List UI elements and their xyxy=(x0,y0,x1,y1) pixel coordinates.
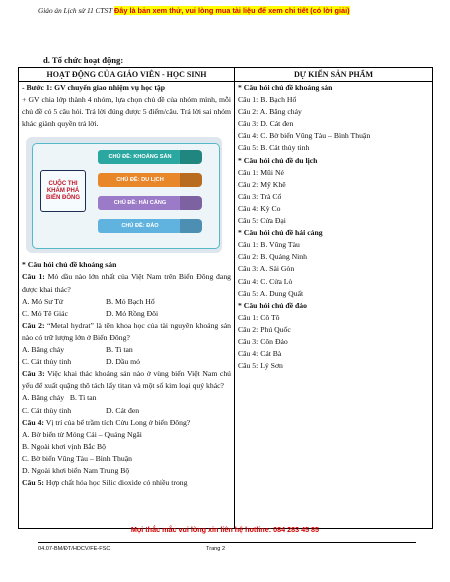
topic-tourism-tab xyxy=(180,173,202,187)
answer-topic-heading: * Câu hỏi chủ đề đảo xyxy=(238,300,307,310)
question-4: Câu 4: Vị trí của bể trầm tích Cửu Long ở biển Đông? xyxy=(22,417,191,427)
products-cell xyxy=(235,82,433,529)
activities-cell xyxy=(19,82,235,529)
question-5: Câu 5: Hợp chất hóa học Silic dioxide có nhiều trong xyxy=(22,478,188,488)
topic-islands-tab xyxy=(180,219,202,233)
question-4-option-d: D. Ngoài khơi biển Nam Trung Bộ xyxy=(22,465,130,475)
answer-item: Câu 2: Phú Quốc xyxy=(238,324,291,334)
question-3-options-ab: A. Băng cháy B. Ti tan xyxy=(22,393,97,403)
question-4-option-b: B. Ngoài khơi vịnh Bắc Bộ xyxy=(22,441,106,451)
answer-item: Câu 3: A. Sài Gòn xyxy=(238,264,295,274)
section-heading: d. Tổ chức hoạt động: xyxy=(43,55,124,65)
question-1-options-cd: C. Mỏ Tê Giác D. Mỏ Rồng Đôi xyxy=(22,308,159,318)
topic-seaports-label: CHỦ ĐỀ: HẢI CẢNG xyxy=(98,196,182,210)
answer-item: Câu 2: Mỹ Khê xyxy=(238,179,286,189)
answer-list xyxy=(238,82,429,372)
topic-heading-minerals: * Câu hỏi chủ đề khoáng sản xyxy=(22,260,117,270)
form-code: 04.07-BM/ĐT/HDCV/FE-FSC xyxy=(38,546,111,552)
question-1-options-ab: A. Mỏ Sư Tử B. Mỏ Bạch Hổ xyxy=(22,296,155,306)
answer-topic-heading: * Câu hỏi chủ đề hải cảng xyxy=(238,228,323,238)
answer-item: Câu 5: Cửa Đại xyxy=(238,216,286,226)
question-2: Câu 2: “Metal hydrat” là tên khoa học của tài nguyên khoáng sản nào có trữ lượng lớn ở Biển Đông? xyxy=(22,320,231,342)
topic-minerals-label: CHỦ ĐỀ: KHOÁNG SẢN xyxy=(98,150,182,164)
answer-item: Câu 1: B. Bạch Hổ xyxy=(238,95,297,105)
answer-item: Câu 1: B. Vũng Tàu xyxy=(238,240,300,250)
page-number: Trang 2 xyxy=(206,546,226,552)
answer-item: Câu 4: Cát Bà xyxy=(238,349,282,359)
answer-topic-heading: * Câu hỏi chủ đề khoáng sản xyxy=(238,83,333,92)
question-2-options-cd: C. Cát thủy tinh D. Dầu mỏ xyxy=(22,357,140,367)
page-header xyxy=(38,6,350,15)
topic-tourism-label: CHỦ ĐỀ: DU LỊCH xyxy=(98,173,182,187)
answer-item: Câu 5: B. Cát thủy tinh xyxy=(238,143,310,153)
question-2-options-ab: A. Băng cháy B. Ti tan xyxy=(22,345,133,355)
answer-item: Câu 5: A. Dung Quất xyxy=(238,288,304,298)
task-intro: + GV chia lớp thành 4 nhóm, lựa chọn chủ đề của nhóm mình, mỗi chủ đề có 5 câu hỏi. Trả lời đúng được 5 điểm/câu. Trả lời sai nhóm khác giành quyền trả lời. xyxy=(22,95,231,129)
question-3: Câu 3: Việc khai thác khoáng sản nào ở vùng biển Việt Nam chú yếu để xuất quặng thô tách lấy titan và một số kim loại quý khác? xyxy=(22,369,231,391)
topic-islands-label: CHỦ ĐỀ: ĐẢO xyxy=(98,219,182,233)
hotline-notice: Mọi thắc mắc vui lòng xin liên hệ hotline: 084 283 45 85 xyxy=(130,525,320,534)
question-1: Câu 1: Mỏ dầu nào lớn nhất của Việt Nam trên Biển Đông đang được khai thác? xyxy=(22,272,231,294)
answer-item: Câu 3: D. Cát đen xyxy=(238,119,294,129)
answer-item: Câu 2: B. Quảng Ninh xyxy=(238,252,307,262)
step-title: - Bước 1: GV chuyển giao nhiệm vụ học tập xyxy=(22,83,166,92)
document-title: Giáo án Lịch sử 11 CTST xyxy=(38,6,113,15)
quiz-topics-graphic xyxy=(26,137,222,253)
answer-item: Câu 2: A. Băng cháy xyxy=(238,107,302,117)
topic-seaports-tab xyxy=(180,196,202,210)
column-header-activities: HOẠT ĐỘNG CỦA GIÁO VIÊN - HỌC SINH xyxy=(19,68,235,82)
answer-item: Câu 1: Cô Tô xyxy=(238,312,280,322)
contest-title-box: CUỘC THI KHÁM PHÁ BIỂN ĐÔNG xyxy=(40,170,86,212)
question-3-options-cd: C. Cát thùy tinh D. Cát đen xyxy=(22,405,140,415)
topic-minerals-tab xyxy=(180,150,202,164)
answer-item: Câu 4: C. Cửa Lò xyxy=(238,276,293,286)
preview-notice: Đây là bản xem thử, vui lòng mua tài liệu để xem chi tiết (có lời giải) xyxy=(114,6,350,15)
footer-divider xyxy=(38,542,416,543)
column-header-products: DỰ KIẾN SẢN PHẨM xyxy=(235,68,433,82)
answer-item: Câu 3: Trà Cổ xyxy=(238,191,282,201)
answer-item: Câu 4: Kỳ Co xyxy=(238,203,281,213)
question-4-option-c: C. Bờ biển Vũng Tàu – Bình Thuận xyxy=(22,453,132,463)
answer-item: Câu 5: Lý Sơn xyxy=(238,361,283,371)
answer-item: Câu 1: Mũi Né xyxy=(238,167,284,177)
activity-table xyxy=(18,67,433,529)
question-4-option-a: A. Bờ biển từ Móng Cái – Quảng Ngãi xyxy=(22,429,142,439)
answer-item: Câu 4: C. Bờ biển Vũng Tàu – Bình Thuận xyxy=(238,131,371,141)
answer-topic-heading: * Câu hỏi chủ đề du lịch xyxy=(238,155,318,165)
answer-item: Câu 3: Côn Đảo xyxy=(238,336,288,346)
